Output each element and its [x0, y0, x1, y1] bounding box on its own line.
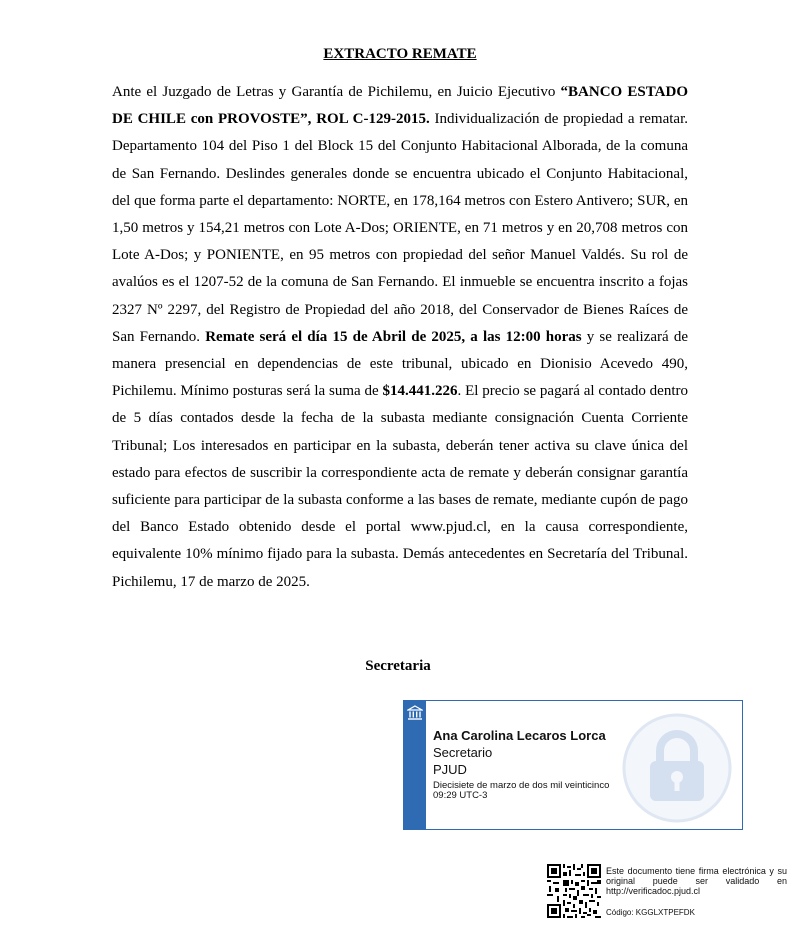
signature-date — [433, 781, 643, 801]
signature-time-text: 09:29 UTC-3 — [433, 790, 488, 801]
signer-name: Ana Carolina Lecaros Lorca — [433, 728, 606, 743]
signature-accent-bar — [404, 701, 426, 829]
signer-title: Secretario — [433, 745, 493, 760]
electronic-signature-box — [403, 700, 743, 830]
verification-code: Código: KGGLXTPEFDK — [606, 908, 695, 917]
body-segment: y se realizará de manera presencial en dependencias de este tribunal, ubicado en Dionisio Acevedo 490, Pichilemu. Mínimo posturas será la suma de — [112, 328, 688, 400]
bank-icon — [407, 705, 423, 721]
signer-organization: PJUD — [433, 762, 467, 777]
body-segment-bold: “BANCO ESTADO DE CHILE con PROVOSTE”, ROL C-129-2015. — [112, 84, 688, 128]
body-segment: Individualización de propiedad a rematar. Departamento 104 del Piso 1 del Block 15 del Conjunto Habitacional Alborada, de la comuna de San Fernando. Deslindes generales donde se encuentra ubicado el Conjunto Habitacional, del que forma parte el departamento: NORTE, en 178,164 metros con Estero Antivero; SUR, en 1,50 metros y 154,21 metros con Lote A-Dos; ORIENTE, en 71 metros y en 20,708 metros con Lote A-Dos; y PONIENTE, en 95 metros con propiedad del señor Manuel Valdés. Su rol de avalúos es el 1207-52 de la comuna de San Fernando. El inmueble se encuentra inscrito a fojas 2327 Nº 2297, del Registro de Propiedad del año 2018, del Conservador de Bienes Raíces de San Fernando. — [112, 111, 689, 345]
signature-date-text: Diecisiete de marzo de dos mil veinticinco — [433, 780, 610, 791]
body-segment-bold: $14.441.226 — [382, 383, 458, 400]
verification-text: Este documento tiene firma electrónica y su original puede ser validado en http://verificadoc.pjud.cl — [606, 866, 787, 896]
body-segment-bold: Remate será el día 15 de Abril de 2025, a las 12:00 horas — [205, 328, 582, 345]
signer-role: Secretaria — [365, 658, 431, 674]
body-segment: Ante el Juzgado de Letras y Garantía de Pichilemu, en Juicio Ejecutivo — [112, 84, 561, 100]
lock-icon — [622, 713, 732, 823]
document-title: EXTRACTO REMATE — [323, 46, 477, 62]
body-segment: . El precio se pagará al contado dentro de 5 días contados desde la fecha de la subasta mediante consignación Cuenta Corriente Tribunal; Los interesados en participar en la subasta, deberán tener activa su clave única del estado para efectos de suscribir la correspondiente acta de remate y deberán consignar garantía suficiente para participar de la subasta conforme a las bases de remate, mediante cupón de pago del Banco Estado obtenido desde el portal www.pjud.cl, en la causa correspondiente, equivalente 10% mínimo fijado para la subasta. Demás antecedentes en Secretaría del Tribunal. Pichilemu, 17 de marzo de 2025. — [112, 383, 688, 590]
document-body — [112, 79, 688, 596]
qr-code-icon — [547, 864, 601, 918]
